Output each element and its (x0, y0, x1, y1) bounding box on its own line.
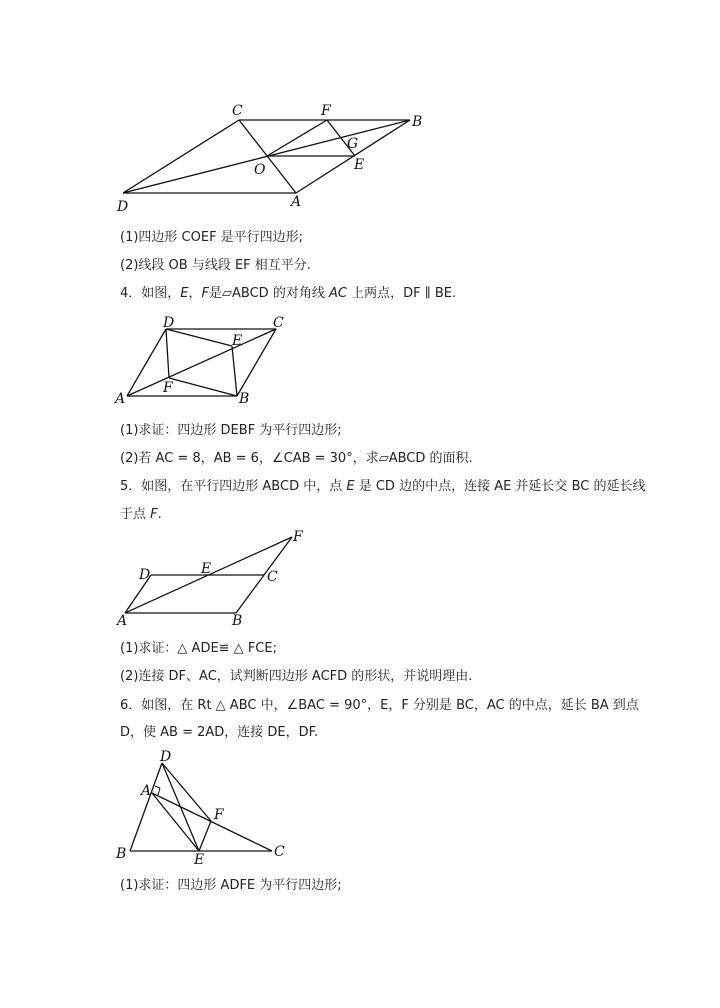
q5-number: 5． (120, 479, 142, 494)
q3-part1: (1)四边形 COEF 是平行四边形; (120, 230, 304, 245)
label-c: C (232, 103, 243, 119)
q4-var-ac: AC (328, 286, 347, 301)
q5-part1: (1)求证：△ ADE≌ △ FCE; (120, 641, 277, 656)
q4-stem-d: BE. (434, 286, 457, 301)
q4-stem-b: 是▱ABCD 的对角线 (209, 286, 329, 301)
parallel-symbol: ∥ (424, 286, 431, 301)
label-b: B (116, 846, 127, 862)
q5-stem-c: 于点 (120, 507, 151, 522)
label-a: A (115, 391, 126, 407)
label-c: C (267, 569, 278, 585)
label-b: B (412, 114, 423, 130)
label-b: B (232, 613, 243, 629)
label-f: F (293, 529, 303, 545)
q4-var-e: E (180, 286, 189, 301)
label-d: D (160, 749, 172, 765)
label-d: D (117, 199, 129, 215)
q6-number: 6． (120, 698, 142, 713)
label-o: O (254, 162, 266, 178)
label-c: C (274, 844, 285, 860)
q4-var-f: F (201, 286, 210, 301)
q5-stem-d: . (157, 507, 162, 522)
q4-part1: (1)求证：四边形 DEBF 为平行四边形; (120, 423, 342, 438)
label-a: A (117, 613, 128, 629)
segment-d-e (162, 763, 199, 851)
q6-stem-line2: D，使 AB = 2AD，连接 DE，DF. (120, 725, 319, 740)
label-e: E (354, 157, 365, 173)
q4-stem-a: 如图， (141, 286, 181, 301)
q6-part1: (1)求证：四边形 ADFE 为平行四边形; (120, 878, 342, 893)
label-d: D (139, 567, 151, 583)
q5-var-e: E (346, 479, 355, 494)
segment-f-e (199, 821, 211, 851)
label-e: E (194, 852, 205, 868)
label-f: F (321, 103, 331, 119)
edge-a-c (152, 793, 272, 851)
label-f: F (163, 380, 173, 396)
q4-comma: ， (188, 286, 202, 301)
q5-part2: (2)连接 DF、AC，试判断四边形 ACFD 的形状，并说明理由. (120, 669, 473, 684)
right-angle-mark-1 (155, 786, 160, 788)
label-d: D (163, 315, 175, 331)
q5-stem-a: 如图，在平行四边形 ABCD 中，点 (141, 479, 347, 494)
segment-d-f (162, 763, 211, 821)
label-g: G (347, 136, 359, 152)
q5-var-f: F (150, 507, 158, 522)
segment-a-e (152, 793, 199, 851)
q6-stem-a: 如图，在 Rt △ ABC 中，∠BAC = 90°，E，F 分别是 BC，AC 的中点，延长 BA 到点 (141, 698, 639, 713)
label-a: A (141, 783, 152, 799)
right-angle-mark-2 (158, 788, 160, 795)
q3-part2: (2)线段 OB 与线段 EF 相互平分. (120, 258, 311, 273)
q5-stem-b: 是 CD 边的中点，连接 AE 并延长交 BC 的延长线 (354, 479, 646, 494)
q4-stem-c: 上两点，DF (346, 286, 421, 301)
label-f: F (214, 807, 224, 823)
label-b: B (239, 391, 250, 407)
q4-part2: (2)若 AC = 8，AB = 6，∠CAB = 30°，求▱ABCD 的面积. (120, 451, 473, 466)
q4-number: 4． (120, 286, 142, 301)
label-e: E (232, 333, 243, 349)
label-a: A (291, 194, 302, 210)
label-c: C (273, 315, 284, 331)
label-e: E (201, 561, 212, 577)
segment-b-d (130, 763, 162, 851)
